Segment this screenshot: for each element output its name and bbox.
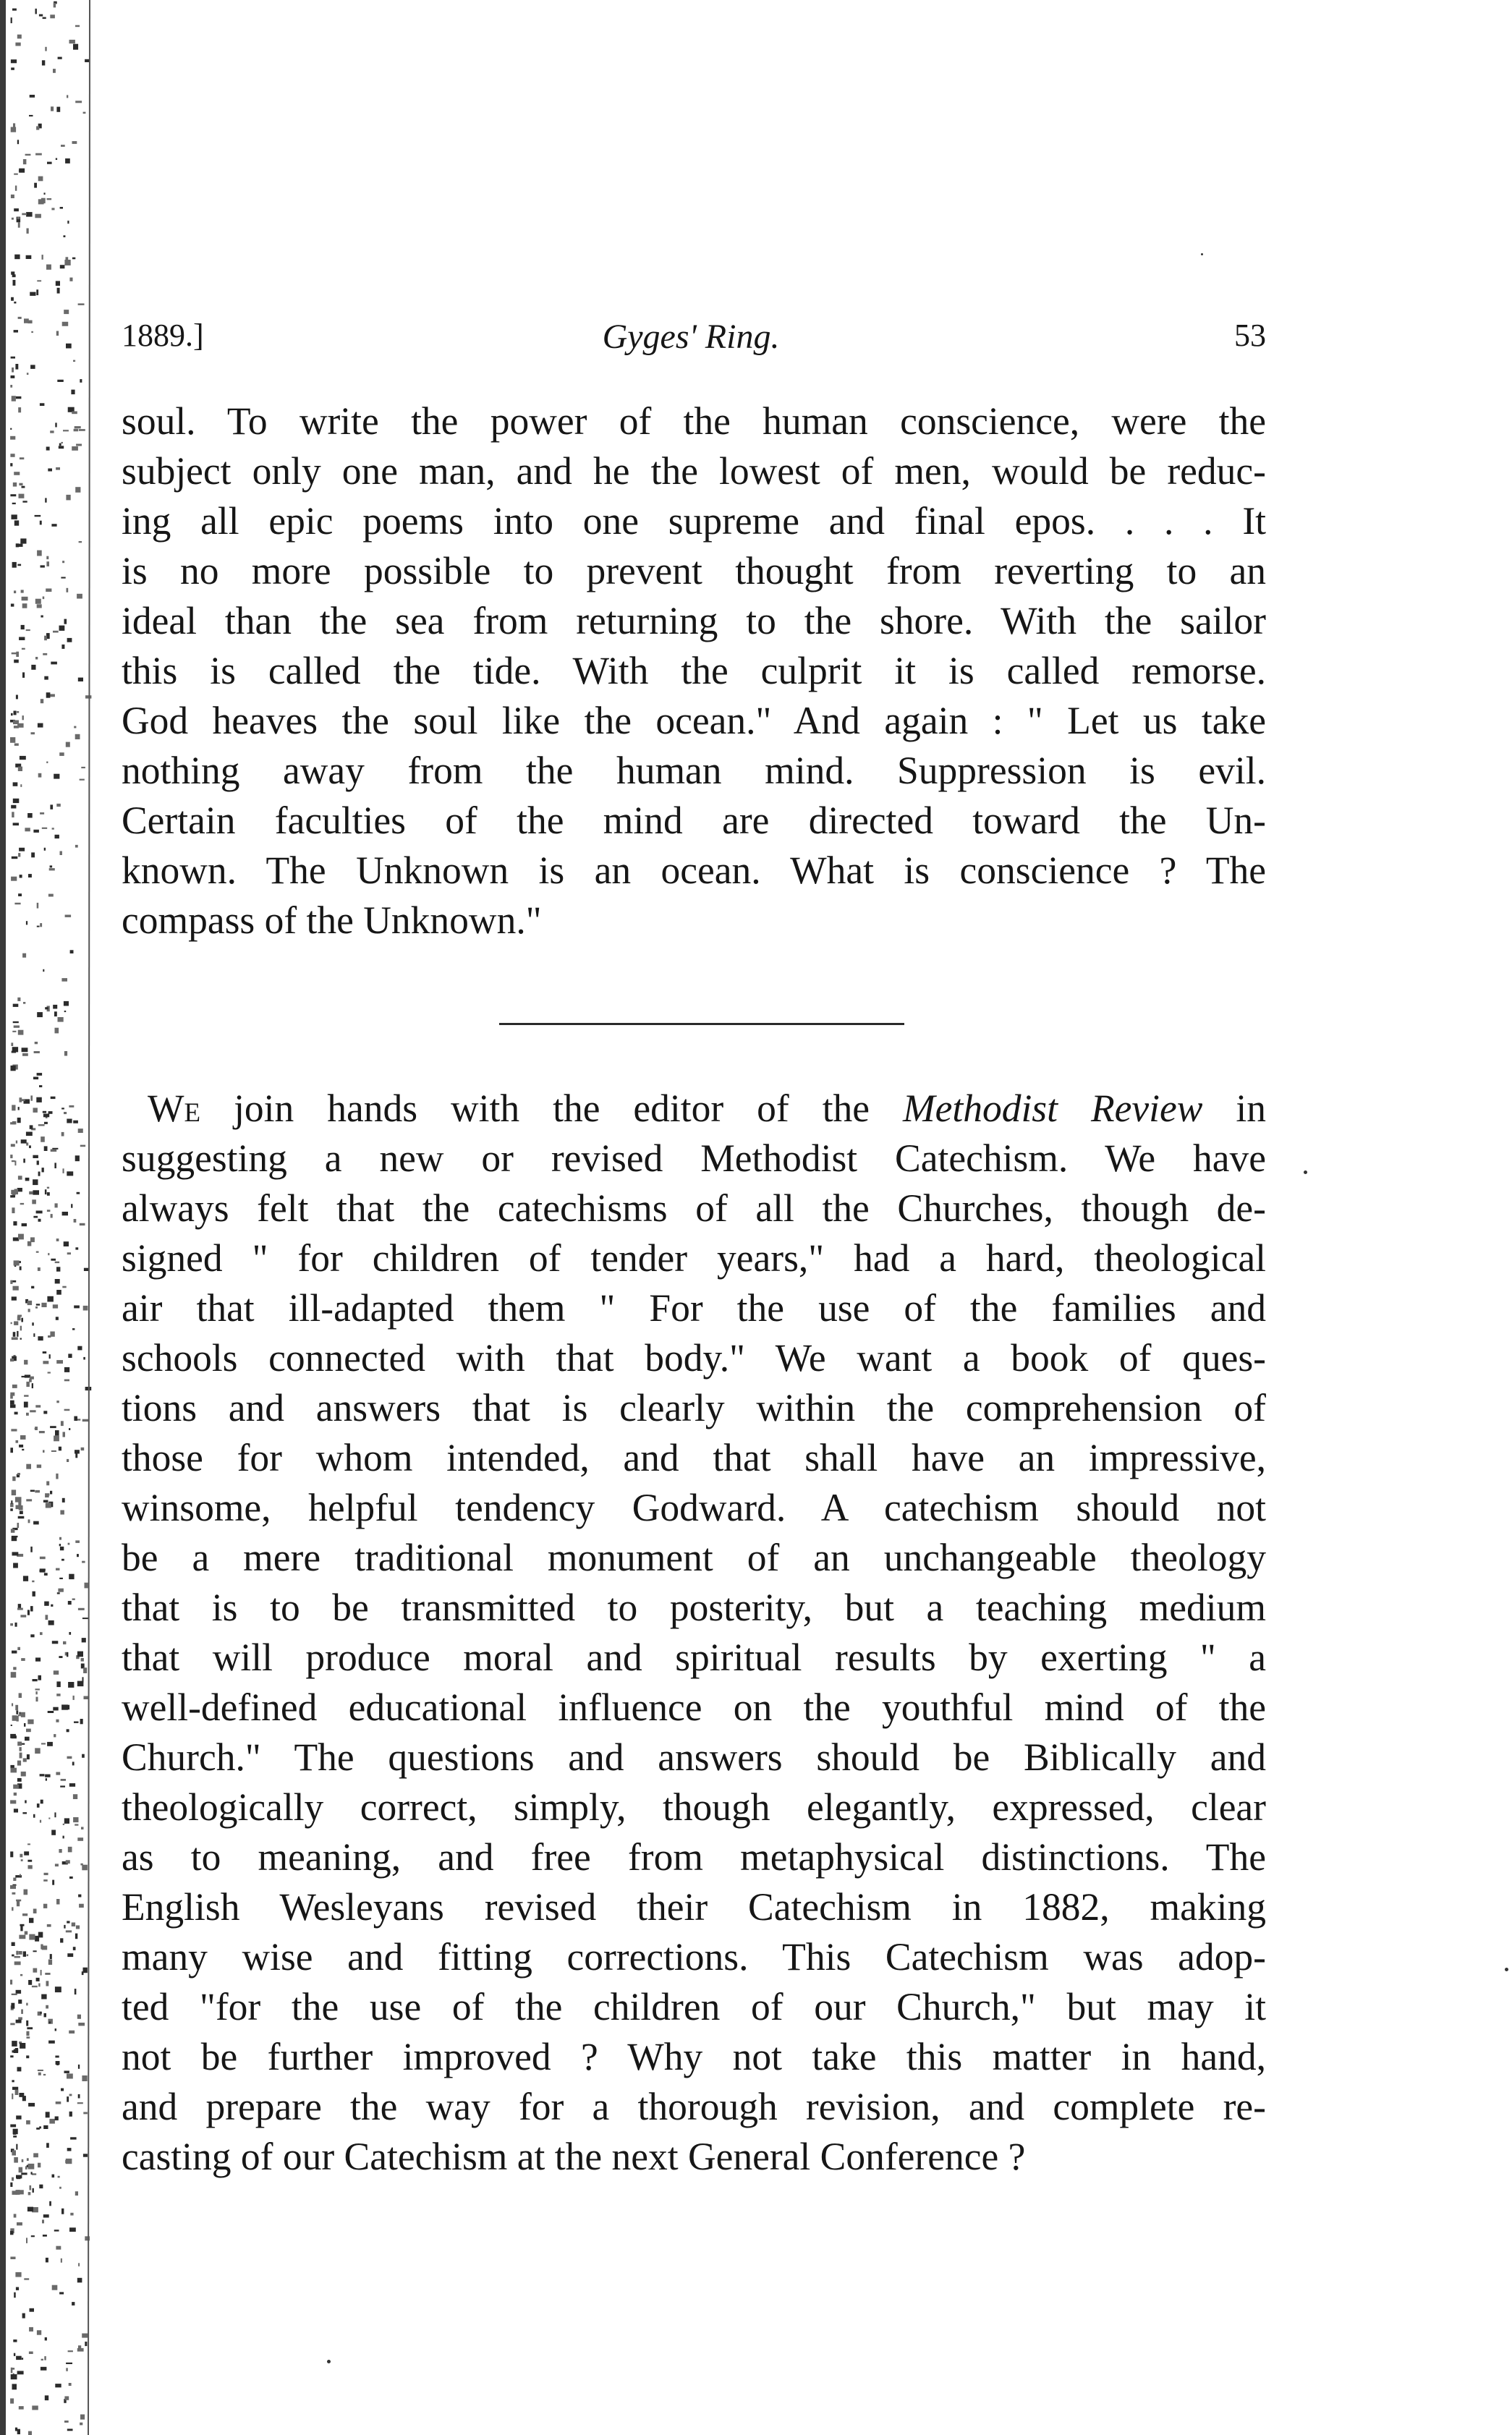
scanned-binding-edge	[0, 0, 109, 2435]
text-line: that is to be transmitted to posterity, but a teaching medium	[122, 1586, 1266, 1629]
print-speck	[1304, 1170, 1307, 1174]
text-line: many wise and fitting corrections. This Catechism was adop-	[122, 1935, 1266, 1979]
text-line: subject only one man, and he the lowest of men, would be reduc-	[122, 449, 1266, 493]
text-line: ideal than the sea from returning to the shore. With the sailor	[122, 599, 1266, 642]
paragraph-gyges-quote	[122, 396, 1266, 945]
text-line: air that ill-adapted them " For the use of the families and	[122, 1286, 1266, 1330]
text-line: ted "for the use of the children of our Church," but may it	[122, 1985, 1266, 2028]
text-line: be a mere traditional monument of an unchangeable theology	[122, 1536, 1266, 1579]
text-line: well-defined educational influence on the youthful mind of the	[122, 1686, 1266, 1729]
text-line: casting of our Catechism at the next General Conference ?	[122, 2135, 1026, 2178]
text-line: ing all epic poems into one supreme and final epos. . . . It	[122, 499, 1266, 543]
text-line: Certain faculties of the mind are directed toward the Un-	[122, 799, 1266, 842]
text-line: always felt that the catechisms of all the Churches, though de-	[122, 1186, 1266, 1230]
page-number: 53	[1234, 318, 1266, 353]
text-line: winsome, helpful tendency Godward. A catechism should not	[122, 1486, 1266, 1529]
running-header	[116, 317, 1266, 367]
text-line: tions and answers that is clearly within the comprehension of	[122, 1386, 1266, 1429]
text-line: signed " for children of tender years," had a hard, theological	[122, 1236, 1266, 1280]
text-line: English Wesleyans revised their Catechism in 1882, making	[122, 1885, 1266, 1929]
header-year: 1889.]	[122, 318, 204, 353]
text-line: God heaves the soul like the ocean." And again : " Let us take	[122, 699, 1266, 742]
print-speck	[327, 2360, 331, 2363]
running-title: Gyges' Ring.	[602, 318, 780, 356]
text-line: Church." The questions and answers should be Biblically and	[122, 1735, 1266, 1779]
text-line: theologically correct, simply, though elegantly, expressed, clear	[122, 1785, 1266, 1829]
text-line: nothing away from the human mind. Suppression is evil.	[122, 749, 1266, 792]
journal-title: Methodist Review	[903, 1087, 1203, 1130]
text-line: not be further improved ? Why not take this matter in hand,	[122, 2035, 1266, 2078]
text-line: schools connected with that body." We want a book of ques-	[122, 1336, 1266, 1380]
text-line: known. The Unknown is an ocean. What is conscience ? The	[122, 849, 1266, 892]
text-line: compass of the Unknown."	[122, 898, 542, 942]
text-line: and prepare the way for a thorough revision, and complete re-	[122, 2085, 1266, 2128]
text-line: those for whom intended, and that shall have an impressive,	[122, 1436, 1266, 1479]
section-divider-rule	[499, 1023, 904, 1025]
print-speck	[1201, 253, 1203, 255]
text-line-first	[122, 1084, 1266, 1134]
text-line: this is called the tide. With the culprit it is called remorse.	[122, 649, 1266, 692]
text-line: as to meaning, and free from metaphysical distinctions. The	[122, 1835, 1266, 1879]
text-line: is no more possible to prevent thought from reverting to an	[122, 549, 1266, 592]
text-span: join hands with the editor of the	[200, 1087, 904, 1130]
text-span: in	[1202, 1087, 1266, 1130]
print-speck	[1505, 1968, 1508, 1971]
text-line: that will produce moral and spiritual results by exerting " a	[122, 1636, 1266, 1679]
text-line: suggesting a new or revised Methodist Catechism. We have	[122, 1136, 1266, 1180]
paragraph-catechism-editorial	[122, 1084, 1266, 2182]
text-line: soul. To write the power of the human conscience, were the	[122, 399, 1266, 443]
opening-small-caps: We	[148, 1087, 201, 1130]
